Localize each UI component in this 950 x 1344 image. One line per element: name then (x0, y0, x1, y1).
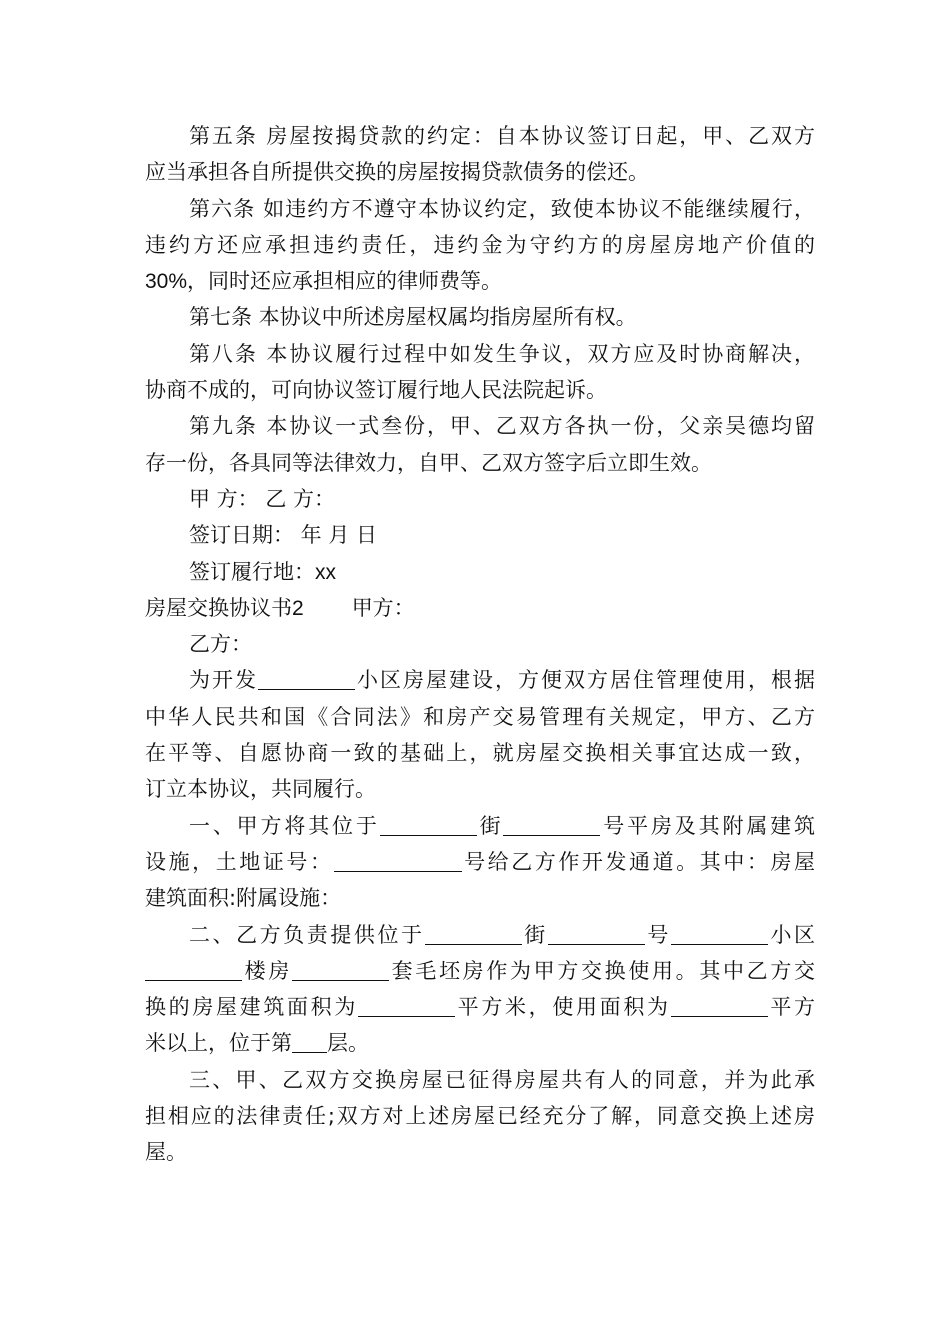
doc2-title-number: 2 (292, 596, 304, 620)
article-9-line-1 (145, 408, 815, 444)
clause-2-text-1c: 号 (644, 922, 671, 947)
blank-field (503, 811, 600, 836)
intro-line-2 (145, 699, 815, 735)
blank-field (358, 992, 455, 1017)
intro-line-4 (145, 771, 815, 807)
article-7-text-1: 第七条 本协议中所述房屋权属均指房屋所有权。 (189, 305, 637, 330)
article-9-text-2: 存一份，各具同等法律效力，自甲、乙双方签字后立即生效。 (145, 450, 712, 475)
clause-1-text-2b: 号给乙方作开发通道。其中：房屋 (461, 849, 816, 874)
article-8-text-1: 第八条 本协议履行过程中如发生争议，双方应及时协商解决， (189, 341, 815, 366)
clause-1-line-3 (145, 880, 815, 916)
clause-1-text-1c: 号平房及其附属建筑 (600, 813, 816, 838)
intro-text-3: 在平等、自愿协商一致的基础上，就房屋交换相关事宜达成一致， (145, 741, 815, 766)
signature-place-label: 签订履行地： (189, 559, 315, 584)
clause-3-line-3 (145, 1134, 815, 1170)
clause-2-text-1d: 小区 (767, 922, 815, 947)
clause-3-text-3: 屋。 (145, 1140, 187, 1165)
clause-2-text-1b: 街 (521, 922, 548, 947)
signature-place-value: xx (315, 560, 336, 584)
clause-2-text-2b: 套毛坯房作为甲方交换使用。其中乙方交 (389, 958, 815, 983)
signature-parties (145, 481, 815, 517)
article-8-line-2 (145, 372, 815, 408)
intro-text-1b: 小区房屋建设，方便双方居住管理使用，根据 (355, 668, 815, 693)
blank-field (548, 920, 645, 945)
article-6-text-3: ，同时还应承担相应的律师费等。 (187, 269, 503, 294)
intro-line-1 (145, 662, 815, 698)
intro-text-1a: 为开发 (189, 668, 258, 693)
clause-2-text-4a: 米以上，位于第 (145, 1031, 292, 1056)
signature-place (145, 554, 815, 590)
doc2-title-line (145, 590, 815, 626)
clause-1-text-2a: 设施，土地证号： (145, 849, 334, 874)
clause-3-text-2: 担相应的法律责任;双方对上述房屋已经充分了解，同意交换上述房 (145, 1104, 815, 1129)
article-9-text-1: 第九条 本协议一式叁份，甲、乙双方各执一份，父亲吴德均留 (189, 414, 815, 439)
clause-1-text-3: 建筑面积:附属设施： (145, 886, 342, 911)
doc2-title: 房屋交换协议书 (145, 595, 292, 620)
clause-3-text-1: 三、甲、乙双方交换房屋已征得房屋共有人的同意，并为此承 (189, 1067, 815, 1092)
clause-1-line-1 (145, 808, 815, 844)
article-8-line-1 (145, 336, 815, 372)
intro-text-2: 中华人民共和国《合同法》和房产交易管理有关规定，甲方、乙方 (145, 704, 815, 729)
article-5-line-2 (145, 154, 815, 190)
clause-2-text-3b: 平方米，使用面积为 (455, 995, 671, 1020)
article-7-line-1 (145, 299, 815, 335)
clause-2-text-3a: 换的房屋建筑面积为 (145, 995, 358, 1020)
article-6-text-1: 第六条 如违约方不遵守本协议约定，致使本协议不能继续履行， (189, 196, 815, 221)
signature-parties-text: 甲 方： 乙 方： (189, 486, 336, 511)
blank-field (380, 811, 477, 836)
article-6-text-2: 违约方还应承担违约责任，违约金为守约方的房屋房地产价值的 (145, 232, 815, 257)
blank-field (334, 847, 462, 872)
clause-2-text-4b: 层。 (327, 1031, 369, 1056)
blank-field (671, 920, 768, 945)
clause-1-text-1b: 街 (476, 813, 504, 838)
doc2-party-b: 乙方： (189, 632, 252, 657)
article-5-text-2: 应当承担各自所提供交换的房屋按揭贷款债务的偿还。 (145, 160, 649, 185)
clause-2-line-3 (145, 989, 815, 1025)
blank-field (671, 992, 768, 1017)
clause-3-line-1 (145, 1062, 815, 1098)
article-6-line-3 (145, 263, 815, 299)
intro-line-3 (145, 735, 815, 771)
article-6-line-1 (145, 191, 815, 227)
article-6-line-2 (145, 227, 815, 263)
signature-date (145, 517, 815, 553)
article-9-line-2 (145, 445, 815, 481)
article-5-text-1: 第五条 房屋按揭贷款的约定：自本协议签订日起，甲、乙双方 (189, 124, 815, 148)
article-5-line-1 (145, 118, 815, 154)
clause-2-line-1 (145, 917, 815, 953)
clause-2-text-3c: 平方 (767, 995, 816, 1020)
blank-field (145, 956, 242, 981)
article-8-text-2: 协商不成的，可向协议签订履行地人民法院起诉。 (145, 378, 607, 403)
blank-field (292, 956, 389, 981)
intro-text-4: 订立本协议，共同履行。 (145, 777, 376, 802)
penalty-percent: 30% (145, 270, 188, 294)
document-page (145, 118, 815, 1171)
clause-2-line-4 (145, 1025, 815, 1061)
clause-2-line-2 (145, 953, 815, 989)
clause-1-line-2 (145, 844, 815, 880)
signature-date-text: 签订日期： 年 月 日 (189, 523, 378, 548)
clause-1-text-1a: 一、甲方将其位于 (189, 813, 380, 838)
clause-2-text-2a: 楼房 (242, 958, 292, 983)
blank-field (292, 1028, 327, 1053)
blank-field (258, 665, 355, 690)
clause-2-text-1a: 二、乙方负责提供位于 (189, 922, 425, 947)
doc2-party-b-line (145, 626, 815, 662)
clause-3-line-2 (145, 1098, 815, 1134)
doc2-party-a: 甲方： (351, 595, 415, 620)
blank-field (425, 920, 522, 945)
